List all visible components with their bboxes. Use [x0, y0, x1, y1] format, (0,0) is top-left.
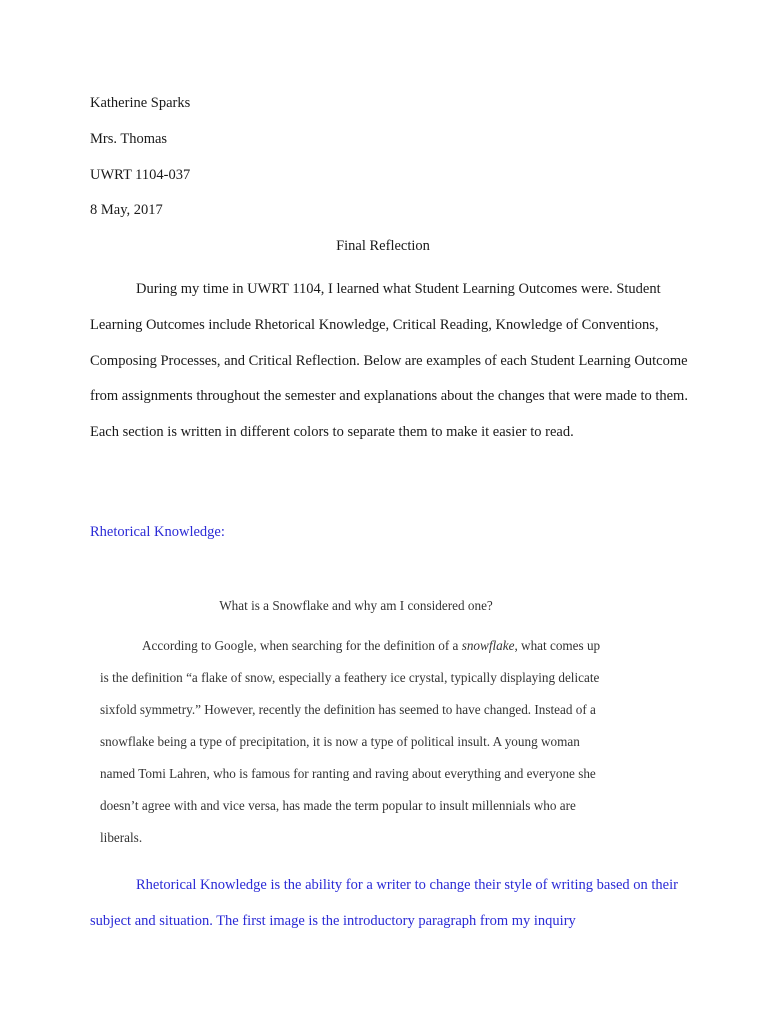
- instructor-name: Mrs. Thomas: [90, 131, 168, 147]
- course-code: UWRT 1104-037: [90, 167, 191, 183]
- excerpt-title: What is a Snowflake and why am I considered one?: [219, 598, 493, 613]
- section-heading-rhetorical-knowledge: Rhetorical Knowledge:: [90, 524, 225, 540]
- document-title: Final Reflection: [336, 238, 430, 254]
- essay-excerpt-image: [96, 596, 616, 846]
- excerpt-text-before: According to Google, when searching for the definition of a: [142, 638, 462, 653]
- intro-paragraph: During my time in UWRT 1104, I learned what Student Learning Outcomes were. Student Learning Outcomes include Rhetorical Knowledge, Critical Reading, Knowledge of Conventions, Composing Processes, and Critical Reflection. Below are examples of each Student Learning Outcome from assignments throughout the semester and explanations about the changes that were made to them. Each section is written in different colors to separate them to make it easier to read.: [90, 281, 688, 441]
- excerpt-text-after: , what comes up is the definition “a flake of snow, especially a feathery ice crystal, typically displaying delicate sixfold symmetry.” However, recently the definition has seemed to have changed. Instead of a snowflake being a type of precipitation, it is now a type of political insult. A young woman named Tomi Lahren, who is famous for ranting and raving about everything and everyone she doesn’t agree with and vice versa, has made the term popular to insult millennials who are liberals.: [100, 638, 601, 845]
- student-name: Katherine Sparks: [90, 95, 191, 111]
- date: 8 May, 2017: [90, 202, 163, 218]
- excerpt-italic-word: snowflake: [461, 638, 515, 653]
- excerpt-paragraph: [100, 630, 610, 854]
- reflection-paragraph: Rhetorical Knowledge is the ability for a writer to change their style of writing based on their subject and situation. The first image is the introductory paragraph from my inquiry: [90, 877, 678, 929]
